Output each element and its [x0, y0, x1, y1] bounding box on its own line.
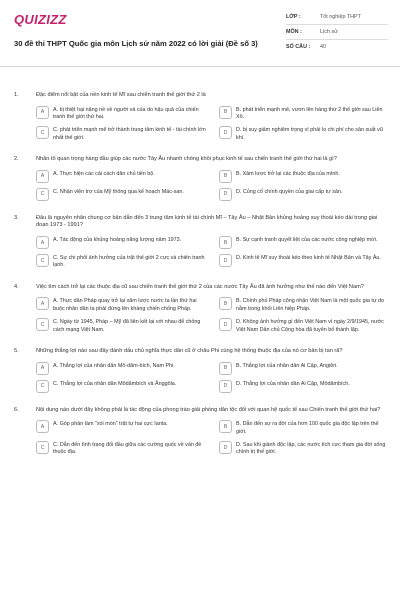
option-text: C. phát triển mạnh mẽ trở thành trung tâm kinh tế - tài chính lớn nhất thế giới. [53, 127, 206, 141]
answer-options [36, 170, 390, 206]
option-letter-box[interactable]: C [36, 254, 49, 267]
option-text: A. bị thiệt hại nặng nề về người và của do hậu quả của chiến tranh thế giới thứ hai. [53, 106, 199, 120]
question-item [14, 215, 390, 275]
quizizz-logo[interactable]: QUIZIZZ [14, 12, 67, 27]
option-text: A. Thắng lợi của nhân dân Mô-dăm-bích, Nam Phi. [53, 362, 175, 369]
answer-options [36, 106, 390, 148]
question-number: 2. [14, 156, 19, 163]
answer-option[interactable] [36, 188, 207, 201]
info-key: SỐ CÂU : [286, 44, 311, 50]
option-text: B. Dẫn đến sự ra đời của hơn 100 quốc gia độc lập trên thế giới. [236, 421, 379, 435]
option-letter-box[interactable]: A [36, 297, 49, 310]
option-letter-box[interactable]: B [219, 420, 232, 433]
answer-options [36, 236, 390, 275]
option-letter-box[interactable]: B [219, 106, 232, 119]
answer-option[interactable] [219, 420, 390, 436]
document-title: 30 đề thi THPT Quốc gia môn Lịch sử năm 2022 có lời giải (Đề số 3) [14, 39, 258, 48]
question-header [14, 92, 390, 100]
option-text: A. Góp phần làm "xói mòn" trật tự hai cực Ianta. [53, 421, 168, 428]
question-text: Nội dung nào dưới đây không phải là tác động của phong trào giải phóng dân tộc đối với quan hệ quốc tế sau Chiến tranh thế giới thứ hai? [36, 406, 381, 413]
info-row [286, 10, 388, 24]
option-text: C. Nhận viện trợ của Mỹ thông qua kế hoạch Mác-san. [53, 188, 184, 195]
option-text: C. Ngày từ 1945, Pháp – Mỹ đã liên kết lại với nhau để chống cách mạng Việt Nam. [53, 319, 201, 333]
option-letter-box[interactable]: D [219, 380, 232, 393]
option-letter-box[interactable]: C [36, 380, 49, 393]
question-text: Đâu là nguyên nhân chung cơ bản dẫn đến 3 trung tâm kinh tế tài chính Mĩ – Tây Âu – Nhật Bản khủng hoảng suy thoái kéo dài trong giai đoạn 1973 - 1991? [36, 214, 378, 229]
question-header [14, 156, 390, 164]
option-text: A. Tác động của khủng hoảng năng lượng năm 1973. [53, 237, 182, 243]
question-number: 4. [14, 283, 19, 290]
answer-options [36, 420, 390, 462]
option-text: D. Kinh tế Mĩ suy thoái kéo theo kinh tế Nhật Bản và Tây Âu. [236, 255, 381, 261]
option-letter-box[interactable]: C [36, 126, 49, 139]
answer-option[interactable] [219, 188, 390, 201]
answer-option[interactable] [36, 126, 207, 142]
info-row [286, 25, 388, 39]
answer-option[interactable] [219, 170, 390, 183]
answer-option[interactable] [36, 441, 207, 457]
option-text: B. Chính phủ Pháp công nhận Việt Nam là một quốc gia tự do nằm trong khối Liên hiệp Pháp. [236, 298, 384, 312]
option-letter-box[interactable]: D [219, 318, 232, 331]
info-row [286, 40, 388, 54]
answer-option[interactable] [219, 126, 390, 142]
option-letter-box[interactable]: B [219, 362, 232, 375]
option-text: D. Thắng lợi của nhân dân Ai Cập, Môdămbích. [236, 380, 350, 387]
option-letter-box[interactable]: B [219, 297, 232, 310]
question-number: 6. [14, 406, 19, 413]
question-text: Những thắng lợi nào sau đây đánh dấu chủ nghĩa thực dân cũ ở châu Phi cùng hệ thống thuộc địa của nó cơ bản bị tan rã? [36, 348, 343, 355]
answer-option[interactable] [36, 362, 207, 375]
answer-option[interactable] [36, 254, 207, 270]
question-list [14, 92, 390, 471]
option-letter-box[interactable]: C [36, 441, 49, 454]
question-header [14, 348, 390, 356]
option-text: B. Xâm lược trở lại các thuộc địa của mình. [236, 170, 340, 177]
option-letter-box[interactable]: A [36, 170, 49, 183]
question-header [14, 407, 390, 415]
option-letter-box[interactable]: A [36, 236, 49, 249]
answer-option[interactable] [36, 380, 207, 393]
answer-option[interactable] [36, 318, 207, 334]
answer-option[interactable] [36, 420, 207, 436]
answer-option[interactable] [219, 318, 390, 334]
answer-option[interactable] [219, 380, 390, 393]
answer-option[interactable] [219, 362, 390, 375]
option-letter-box[interactable]: D [219, 126, 232, 139]
option-text: C. Sự chi phối ảnh hưởng của trật thế giới 2 cực và chiến tranh lạnh. [53, 255, 205, 269]
answer-option[interactable] [36, 297, 207, 313]
option-letter-box[interactable]: A [36, 106, 49, 119]
question-item [14, 92, 390, 147]
answer-options [36, 362, 390, 398]
option-letter-box[interactable]: D [219, 254, 232, 267]
option-letter-box[interactable]: C [36, 318, 49, 331]
option-text: D. Sau khi giành độc lập, các nước tích cực tham gia đời sống chính trị thế giới. [236, 442, 386, 456]
question-text: Nhân tố quan trọng hàng đầu giúp các nước Tây Âu nhanh chóng khôi phục kinh tế sau chiến tranh thế giới thứ hai là gì? [36, 156, 337, 163]
answer-option[interactable] [219, 236, 390, 249]
option-text: C. Dẫn đến tình trạng đối đầu giữa các cường quốc về vấn đề thuộc địa. [53, 442, 202, 456]
option-text: A. Thực hiện các cải cách dân chủ tiến bộ. [53, 170, 155, 177]
answer-option[interactable] [219, 106, 390, 122]
answer-option[interactable] [219, 441, 390, 457]
question-number: 1. [14, 92, 19, 98]
answer-option[interactable] [36, 170, 207, 183]
option-letter-box[interactable]: D [219, 188, 232, 201]
answer-options [36, 297, 390, 339]
answer-option[interactable] [36, 106, 207, 122]
question-text: Việc tìm cách trở lại các thuộc địa cũ sau chiến tranh thế giới thứ 2 của các nước Tây Âu đã ảnh hưởng như thế nào đến Việt Nam? [36, 283, 364, 290]
header [14, 10, 386, 62]
question-number: 5. [14, 348, 19, 355]
answer-option[interactable] [36, 236, 207, 249]
option-text: A. Thực dân Pháp quay trở lại xâm lược nước ta lần thứ hai buộc nhân dân ta phải đứng lên kháng chiến chống Pháp. [53, 298, 197, 312]
answer-option[interactable] [219, 297, 390, 313]
option-text: C. Thắng lợi của nhân dân Môdămbích và Ănggôla. [53, 380, 177, 387]
question-number: 3. [14, 214, 19, 221]
option-letter-box[interactable]: B [219, 236, 232, 249]
info-value: 40 [320, 44, 326, 50]
option-letter-box[interactable]: A [36, 362, 49, 375]
option-letter-box[interactable]: A [36, 420, 49, 433]
question-item [14, 156, 390, 206]
question-header [14, 284, 390, 292]
option-letter-box[interactable]: C [36, 188, 49, 201]
info-value: Tốt nghiệp THPT [320, 14, 361, 20]
option-text: D. Không ảnh hưởng gì đến Việt Nam vì ngày 2/9/1945, nước Việt Nam Dân chủ Cộng hòa đã tuyên bố thành lập. [236, 319, 384, 333]
answer-option[interactable] [219, 254, 390, 270]
option-text: B. Sự cạnh tranh quyết liệt của các nước công nghiệp mới. [236, 237, 378, 243]
option-letter-box[interactable]: D [219, 441, 232, 454]
info-key: MÔN : [286, 29, 302, 35]
option-text: D. bị suy giảm nghiêm trọng vì phải lo chi phí cho sản xuất vũ khí. [236, 127, 383, 141]
option-text: B. phát triển mạnh mẽ, vươn lên hàng thứ 2 thế giới sau Liên Xô. [236, 106, 383, 120]
question-text: Đặc điểm nổi bật của nền kinh tế Mĩ sau chiến tranh thế giới thứ 2 là [36, 92, 206, 98]
info-value: Lịch sử [320, 29, 338, 35]
question-header [14, 215, 390, 230]
question-item [14, 348, 390, 398]
info-panel [286, 10, 388, 54]
info-key: LỚP : [286, 14, 301, 20]
option-text: D. Củng cố chính quyền của giai cấp tư sản. [236, 188, 343, 195]
question-item [14, 284, 390, 339]
option-letter-box[interactable]: B [219, 170, 232, 183]
header-divider [0, 66, 400, 67]
option-text: B. Thắng lợi của nhân dân Ai Cập, Angiêri. [236, 362, 338, 369]
question-item [14, 407, 390, 462]
